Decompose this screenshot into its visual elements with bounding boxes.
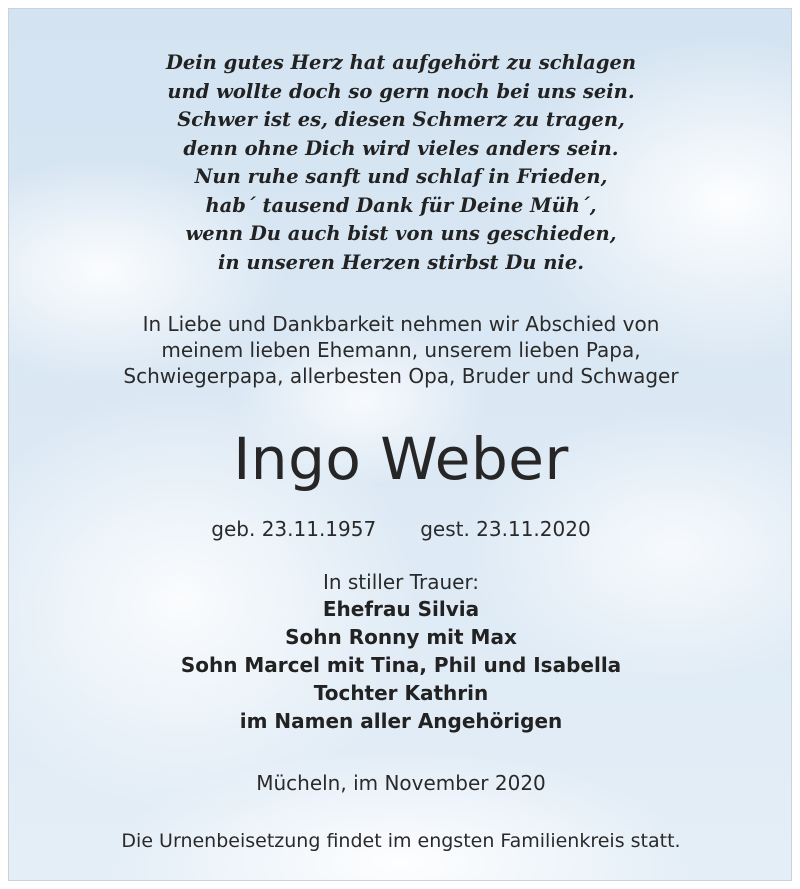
- poem-line: in unseren Herzen stirbst Du nie.: [217, 250, 585, 274]
- mourner: Ehefrau Silvia: [322, 597, 480, 621]
- poem-line: hab´ tausend Dank für Deine Müh´,: [205, 193, 597, 217]
- poem-line: Nun ruhe sanft und schlaf in Frieden,: [194, 165, 608, 188]
- life-dates: [9, 515, 792, 543]
- mourner: Sohn Marcel mit Tina, Phil und Isabella: [180, 653, 622, 677]
- mourner: Sohn Ronny mit Max: [285, 625, 517, 649]
- intro-line: meinem lieben Ehemann, unserem lieben Papa,: [161, 338, 641, 362]
- burial-notice: Die Urnenbeisetzung findet im engsten Familienkreis statt.: [121, 830, 681, 852]
- poem-line: Dein gutes Herz hat aufgehört zu schlagen: [165, 51, 637, 74]
- farewell-intro: [9, 311, 792, 389]
- death-date: gest. 23.11.2020: [420, 517, 591, 541]
- poem-line: denn ohne Dich wird vieles anders sein.: [183, 136, 619, 160]
- obituary-card: [8, 8, 792, 881]
- mourners-list: [9, 595, 792, 735]
- place-and-date: Mücheln, im November 2020: [256, 771, 546, 795]
- mourning-heading: In stiller Trauer:: [322, 570, 480, 594]
- poem-line: wenn Du auch bist von uns geschieden,: [185, 222, 617, 245]
- mourner: Tochter Kathrin: [313, 681, 489, 705]
- mourner: im Namen aller Angehörigen: [239, 709, 563, 733]
- poem-line: und wollte doch so gern noch bei uns sein.: [167, 79, 635, 103]
- memorial-poem: [9, 49, 792, 277]
- birth-date: geb. 23.11.1957: [211, 517, 377, 541]
- poem-line: Schwer ist es, diesen Schmerz zu tragen,: [177, 108, 625, 131]
- deceased-name: Ingo Weber: [233, 425, 569, 493]
- intro-line: In Liebe und Dankbarkeit nehmen wir Abschied von: [142, 312, 660, 336]
- intro-line: Schwiegerpapa, allerbesten Opa, Bruder und Schwager: [123, 364, 679, 388]
